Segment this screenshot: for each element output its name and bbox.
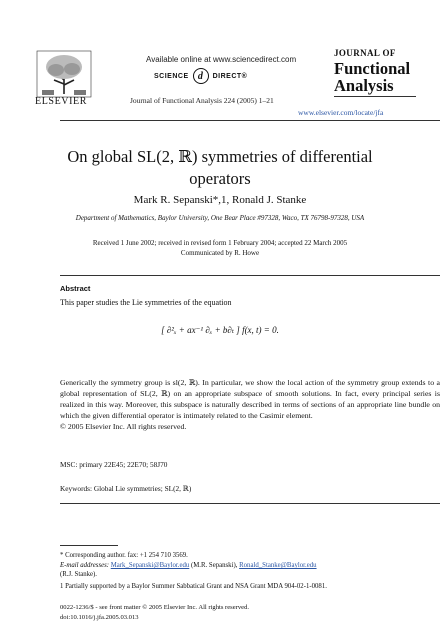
journal-logo-line2: Functional — [334, 59, 411, 78]
abstract-bottom-rule — [60, 503, 440, 504]
footnote-corresponding: * Corresponding author. fax: +1 254 710 3569. — [60, 552, 188, 559]
email1-owner: (M.R. Sepanski), — [189, 562, 240, 569]
abstract-intro: This paper studies the Lie symmetries of the equation — [60, 298, 232, 307]
title-line-1: On global SL(2, ℝ) symmetries of differential — [67, 147, 373, 166]
email-label: E-mail addresses: — [60, 562, 111, 569]
front-matter — [60, 603, 249, 622]
header-divider — [60, 120, 440, 121]
journal-logo-line3: Analysis — [334, 76, 394, 95]
available-online-text: Available online at www.sciencedirect.com — [146, 55, 297, 64]
abstract-heading: Abstract — [60, 284, 91, 293]
article-dates — [0, 238, 440, 258]
article-authors: Mark R. Sepanski*,1, Ronald J. Stanke — [133, 194, 307, 206]
elsevier-tree-logo — [36, 50, 92, 102]
abstract-top-rule — [60, 275, 440, 276]
sciencedirect-right: DIRECT® — [212, 72, 248, 80]
sciencedirect-logo — [154, 68, 247, 84]
msc-classification: MSC: primary 22E45; 22E70; 58J70 — [60, 460, 168, 469]
sciencedirect-mark: d — [193, 68, 209, 84]
journal-logo-rule — [334, 96, 416, 97]
article-title — [0, 146, 440, 190]
journal-citation: Journal of Functional Analysis 224 (2005) 1–21 — [130, 96, 274, 105]
abstract-text: Generically the symmetry group is sl(2, ℝ). In particular, we show the local action of the symmetry group extends to a global representation of SL(2, ℝ) on an appropriate subspace of smooth solutions. In fact, every principal series is realized in this way. Moreover, this subspace is naturally described in terms of sections of an appropriate line bundle on which the given differential operator is intimately related to the Casimir element. — [60, 378, 440, 420]
abstract-equation: [ ∂²ₓ + ax⁻¹ ∂ₓ + b∂ₜ ] f(x, t) = 0. — [161, 325, 279, 335]
dates-received: Received 1 June 2002; received in revised form 1 February 2004; accepted 22 March 2005 — [92, 239, 348, 247]
doi-line: doi:10.1016/j.jfa.2005.03.013 — [60, 613, 139, 621]
journal-url-link[interactable]: www.elsevier.com/locate/jfa — [298, 108, 384, 117]
email-link-sepanski[interactable]: Mark_Sepanski@Baylor.edu — [110, 562, 190, 569]
abstract-body — [60, 377, 440, 432]
abstract-copyright: © 2005 Elsevier Inc. All rights reserved. — [60, 422, 187, 431]
sciencedirect-left: SCIENCE — [154, 72, 189, 80]
author-affiliation: Department of Mathematics, Baylor University, One Bear Place #97328, Waco, TX 76798-97328, USA — [75, 214, 365, 222]
footnote-emails — [60, 561, 440, 579]
title-line-2: operators — [189, 169, 251, 188]
front-matter-line: 0022-1236/$ - see front matter © 2005 Elsevier Inc. All rights reserved. — [60, 604, 250, 611]
footnote-rule — [60, 545, 118, 546]
email-link-stanke[interactable]: Ronald_Stanke@Baylor.edu — [239, 562, 317, 569]
email2-owner: (R.J. Stanke). — [60, 571, 98, 578]
dates-communicated: Communicated by R. Howe — [180, 249, 260, 257]
footnote-support: 1 Partially supported by a Baylor Summer Sabbatical Grant and NSA Grant MDA 904-02-1-0081. — [60, 583, 327, 590]
keywords: Keywords: Global Lie symmetries; SL(2, ℝ) — [60, 484, 192, 493]
journal-logo-line1: JOURNAL OF — [334, 48, 396, 58]
publisher-name: ELSEVIER — [35, 96, 88, 107]
